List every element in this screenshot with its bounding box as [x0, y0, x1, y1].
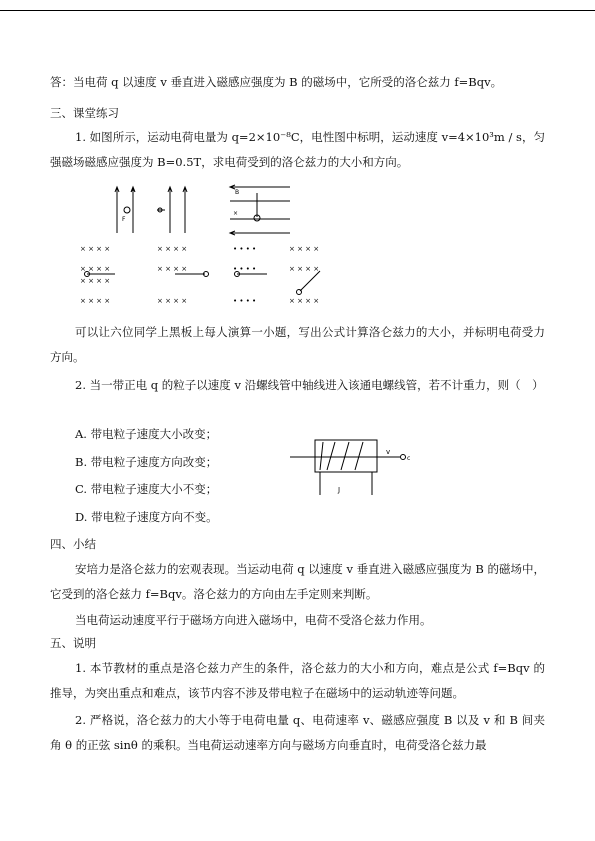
- svg-text:× × × ×: × × × ×: [157, 245, 188, 253]
- option-b: B. 带电粒子速度方向改变；: [75, 455, 218, 469]
- svg-text:J: J: [338, 486, 341, 494]
- section5-heading: 五、说明: [50, 636, 96, 650]
- svg-text:c: c: [407, 455, 411, 462]
- option-d: D. 带电粒子速度方向不变。: [75, 510, 218, 524]
- svg-text:A: A: [131, 187, 136, 194]
- svg-text:v: v: [386, 448, 391, 456]
- svg-text:× × × ×: × × × ×: [80, 277, 111, 285]
- svg-text:• • • •: • • • •: [233, 265, 257, 273]
- explanation-paragraph-1: 1. 本节教材的重点是洛仑兹力产生的条件，洛仑兹力的大小和方向，难点是公式 f=Bqv 的推导，为突出重点和难点，该节内容不涉及带电粒子在磁场中的运动轨迹等问题。: [50, 661, 545, 700]
- svg-text:× × × ×: × × × ×: [289, 297, 320, 305]
- svg-text:× × × ×: × × × ×: [80, 245, 111, 253]
- svg-text:×: ×: [233, 210, 239, 217]
- svg-text:× × × ×: × × × ×: [289, 265, 320, 273]
- section4-heading: 四、小结: [50, 537, 96, 551]
- svg-text:B: B: [235, 189, 240, 196]
- option-a: A. 带电粒子速度大小改变；: [75, 427, 218, 441]
- teaching-note: 可以让六位同学上黑板上每人演算一小题，写出公式计算洛仑兹力的大小，并标明电荷受力方向。: [50, 325, 545, 364]
- figure-lorentz-force-diagrams: [75, 183, 375, 313]
- svg-text:• • • •: • • • •: [233, 245, 257, 253]
- svg-text:× × × ×: × × × ×: [157, 297, 188, 305]
- question-1: 1. 如图所示，运动电荷电量为 q=2×10⁻⁸C，电性图中标明，运动速度 v=4×10³m / s，匀强磁场磁感应强度为 B=0.5T，求电荷受到的洛仑兹力的大小和方向。: [50, 130, 545, 169]
- explanation-paragraph-2: 2. 严格说，洛仑兹力的大小等于电荷电量 q、电荷速率 v、磁感应强度 B 以及 v 和 B 间夹角 θ 的正弦 sinθ 的乘积。当电荷运动速率方向与磁场方向垂直时，电荷受洛仑兹力最: [50, 713, 545, 752]
- svg-text:× × × ×: × × × ×: [80, 297, 111, 305]
- option-c: C. 带电粒子速度大小不变；: [75, 482, 218, 496]
- summary-paragraph-2: 当电荷运动速度平行于磁场方向进入磁场中，电荷不受洛仑兹力作用。: [75, 613, 432, 627]
- page-top-rule: [0, 10, 595, 11]
- svg-text:× × × ×: × × × ×: [80, 265, 111, 273]
- section3-heading: 三、课堂练习: [50, 106, 119, 120]
- svg-text:× × × ×: × × × ×: [289, 245, 320, 253]
- svg-text:× × × ×: × × × ×: [157, 265, 188, 273]
- svg-text:F: F: [122, 216, 126, 223]
- figure-solenoid: [290, 437, 420, 507]
- svg-text:• • • •: • • • •: [233, 297, 257, 305]
- summary-paragraph-1: 安培力是洛仑兹力的宏观表现。当运动电荷 q 以速度 v 垂直进入磁感应强度为 B 的磁场中，它受到的洛仑兹力 f=Bqv。洛仑兹力的方向由左手定则来判断。: [50, 562, 545, 601]
- question-2: 2. 当一带正电 q 的粒子以速度 v 沿螺线管中轴线进入该通电螺线管，若不计重力，则（ ）: [75, 378, 544, 392]
- answer-text: 答：当电荷 q 以速度 v 垂直进入磁感应强度为 B 的磁场中，它所受的洛仑兹力 f=Bqv。: [50, 75, 503, 89]
